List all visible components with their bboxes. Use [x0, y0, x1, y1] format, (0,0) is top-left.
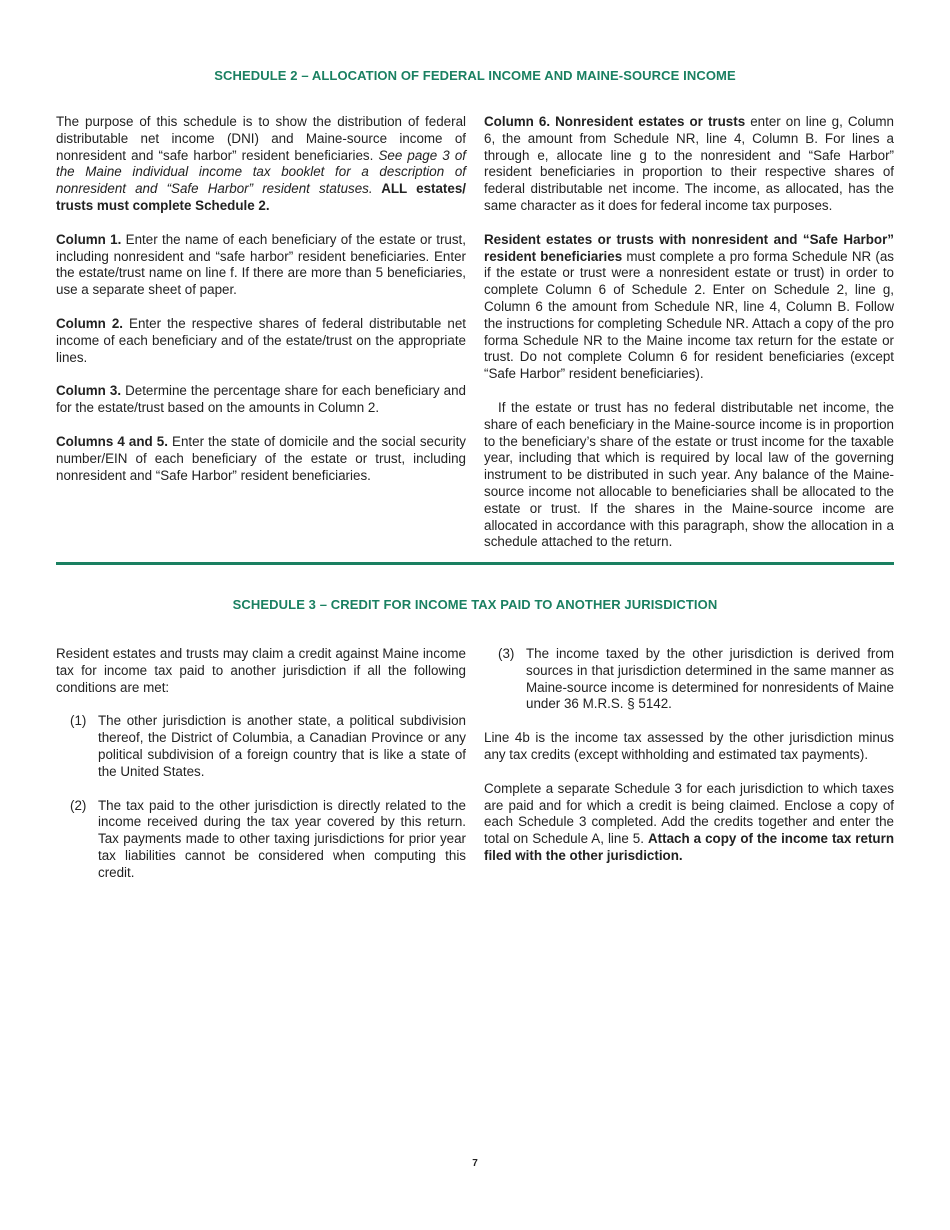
no-dni-paragraph: If the estate or trust has no federal distributable net income, the share of each beneficiary in the Maine-source income is in proportion to the beneficiary’s share of the estate or trust income for the taxable year, including that which is required by local law of the governing instrument to be distributed in such year. Any balance of the Maine-source income not allocable to beneficiaries shall be allocated to the estate or trust. If the shares in the Maine-source income are allocated in accordance with this paragraph, show the allocation in a schedule attached to the return.	[484, 399, 894, 550]
purpose-paragraph: The purpose of this schedule is to show the distribution of federal distributable net income (DNI) and Maine-source income of nonresident and “safe harbor” resident beneficiaries. See page 3 of the Maine individual income tax booklet for a description of nonresident and “Safe Harbor” resident statuses. ALL estates/ trusts must complete Schedule 2.	[56, 114, 466, 213]
schedule-2-left-column	[56, 114, 466, 501]
condition-item-2	[70, 798, 466, 882]
separate-schedule-paragraph: Complete a separate Schedule 3 for each jurisdiction to which taxes are paid and for which a credit is being claimed. Enclose a copy of each Schedule 3 completed. Add the credits together and enter the total on Schedule A, line 5. Attach a copy of the income tax return filed with the other jurisdiction.	[484, 780, 894, 863]
line-4b-paragraph: Line 4b is the income tax assessed by the other jurisdiction minus any tax credits (except withholding and estimated tax payments).	[484, 730, 894, 762]
column-3-paragraph: Column 3. Determine the percentage share for each beneficiary and for the estate/trust based on the amounts in Column 2.	[56, 383, 466, 416]
condition-item-3	[498, 646, 894, 713]
column-1-paragraph: Column 1. Enter the name of each beneficiary of the estate or trust, including nonresident and “safe harbor” resident beneficiaries. Enter the estate/trust name on line f. If there are more than 5 beneficiaries, use a separate sheet of paper.	[56, 231, 466, 298]
condition-number: (3)	[498, 646, 515, 661]
page-number: 7	[472, 1158, 478, 1169]
condition-item-1	[70, 713, 466, 780]
condition-number: (2)	[70, 797, 87, 813]
schedule-3-intro: Resident estates and trusts may claim a credit against Maine income tax for income tax paid to another jurisdiction if all the following conditions are met:	[56, 646, 466, 695]
schedule-3-right-column	[484, 646, 894, 882]
condition-text: The income taxed by the other jurisdiction is derived from sources in that jurisdiction determined in the same manner as Maine-source income is determined for nonresidents of Maine under 36 M.R.S. § 5142.	[526, 646, 894, 712]
condition-number: (1)	[70, 713, 87, 729]
schedule-2-right-column	[484, 114, 894, 568]
schedule-3-heading: SCHEDULE 3 – CREDIT FOR INCOME TAX PAID TO ANOTHER JURISDICTION	[232, 597, 718, 612]
condition-text: The other jurisdiction is another state, a political subdivision thereof, the District of Columbia, a Canadian Province or any political subdivision of a foreign country that is like a state of the United States.	[98, 713, 466, 779]
column-6-paragraph: Column 6. Nonresident estates or trusts enter on line g, Column 6, the amount from Schedule NR, line 4, Column B. For lines a through e, allocate line g to the nonresident and “Safe Harbor” resident beneficiaries in proportion to their respective shares of federal distributable net income. The income, as allocated, has the same character as it does for federal income tax purposes.	[484, 114, 894, 213]
section-divider	[56, 562, 894, 565]
condition-text: The tax paid to the other jurisdiction is directly related to the income received during the tax year covered by this return. Tax payments made to other taxing jurisdictions for prior year tax liabilities cannot be considered when computing this credit.	[98, 797, 466, 880]
columns-4-5-paragraph: Columns 4 and 5. Enter the state of domicile and the social security number/EIN of each beneficiary of the estate or trust, including nonresident and “Safe Harbor” resident beneficiaries.	[56, 433, 466, 483]
schedule-3-left-column	[56, 646, 466, 899]
schedule-2-heading: SCHEDULE 2 – ALLOCATION OF FEDERAL INCOME AND MAINE-SOURCE INCOME	[214, 68, 736, 83]
resident-estates-paragraph: Resident estates or trusts with nonresident and “Safe Harbor” resident beneficiaries must complete a pro forma Schedule NR (as if the estate or trust were a nonresident estate or trust) in order to complete Column 6 of Schedule 2. Enter on Schedule 2, line g, Column 6 the amount from Schedule NR, line 4, Column B. Follow the instructions for completing Schedule NR. Attach a copy of the pro forma Schedule NR to the Maine income tax return for the estate or trust. Do not complete Column 6 for resident beneficiaries (except “Safe Harbor” resident beneficiaries).	[484, 231, 894, 382]
column-2-paragraph: Column 2. Enter the respective shares of federal distributable net income of each beneficiary and of the estate/trust on the appropriate lines.	[56, 315, 466, 365]
